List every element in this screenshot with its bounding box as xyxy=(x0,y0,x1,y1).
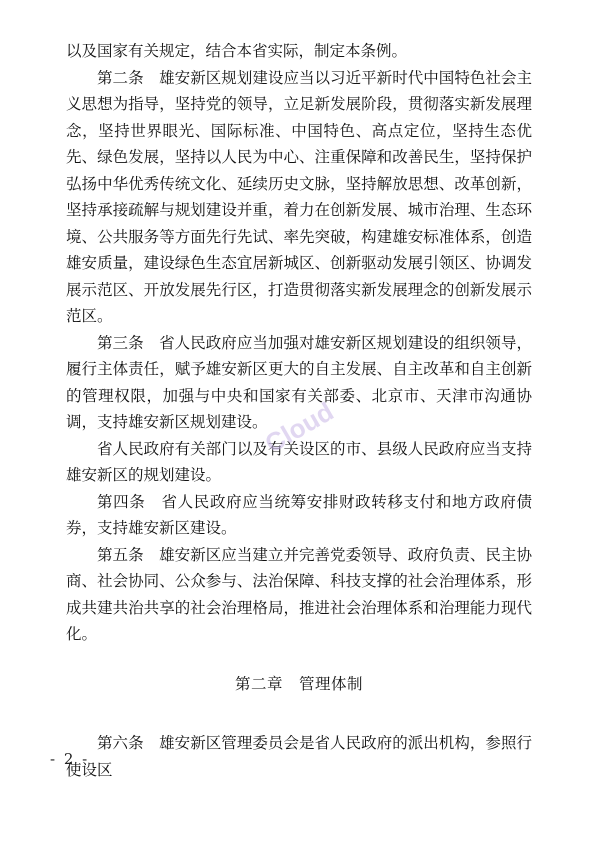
svg-text:Cloud: Cloud xyxy=(259,396,339,459)
page-number: - 2 - xyxy=(50,750,90,768)
chapter-heading: 第二章 管理体制 xyxy=(234,674,363,693)
article-6-paragraph: 第六条 雄安新区管理委员会是省人民政府的派出机构，参照行使设区 xyxy=(66,734,532,779)
article-4-paragraph: 第四条 省人民政府应当统筹安排财政转移支付和地方政府债券，支持雄安新区建设。 xyxy=(66,492,532,537)
article-3-paragraph: 第三条 省人民政府应当加强对雄安新区规划建设的组织领导，履行主体责任，赋予雄安新区更大的自主发展、自主改革和自主创新的管理权限，加强与中央和国家有关部委、北京市、天津市沟通协调，支持雄安新区规划建设。 xyxy=(66,333,532,431)
paragraph-continuation: 以及国家有关规定，结合本省实际，制定本条例。 xyxy=(66,42,408,60)
article-3-second-paragraph: 省人民政府有关部门以及有关设区的市、县级人民政府应当支持雄安新区的规划建设。 xyxy=(66,439,532,484)
article-2-paragraph: 第二条 雄安新区规划建设应当以习近平新时代中国特色社会主义思想为指导，坚持党的领导，立足新发展阶段，贯彻落实新发展理念，坚持世界眼光、国际标准、中国特色、高点定位，坚持生态优先、绿色发展，坚持以人民为中心、注重保障和改善民生，坚持保护弘扬中华优秀传统文化、延续历史文脉，坚持解放思想、改革创新，坚持承接疏解与规划建设并重，着力在创新发展、城市治理、生态环境、公共服务等方面先行先试、率先突破，构建雄安标准体系，创造雄安质量，建设绿色生态宜居新城区、创新驱动发展引领区、协调发展示范区、开放发展先行区，打造贯彻落实新发展理念的创新发展示范区。 xyxy=(66,68,532,325)
article-5-paragraph: 第五条 雄安新区应当建立并完善党委领导、政府负责、民主协商、社会协同、公众参与、法治保障、科技支撑的社会治理体系，形成共建共治共享的社会治理格局，推进社会治理体系和治理能力现代化。 xyxy=(66,545,532,643)
document-page xyxy=(66,38,532,783)
